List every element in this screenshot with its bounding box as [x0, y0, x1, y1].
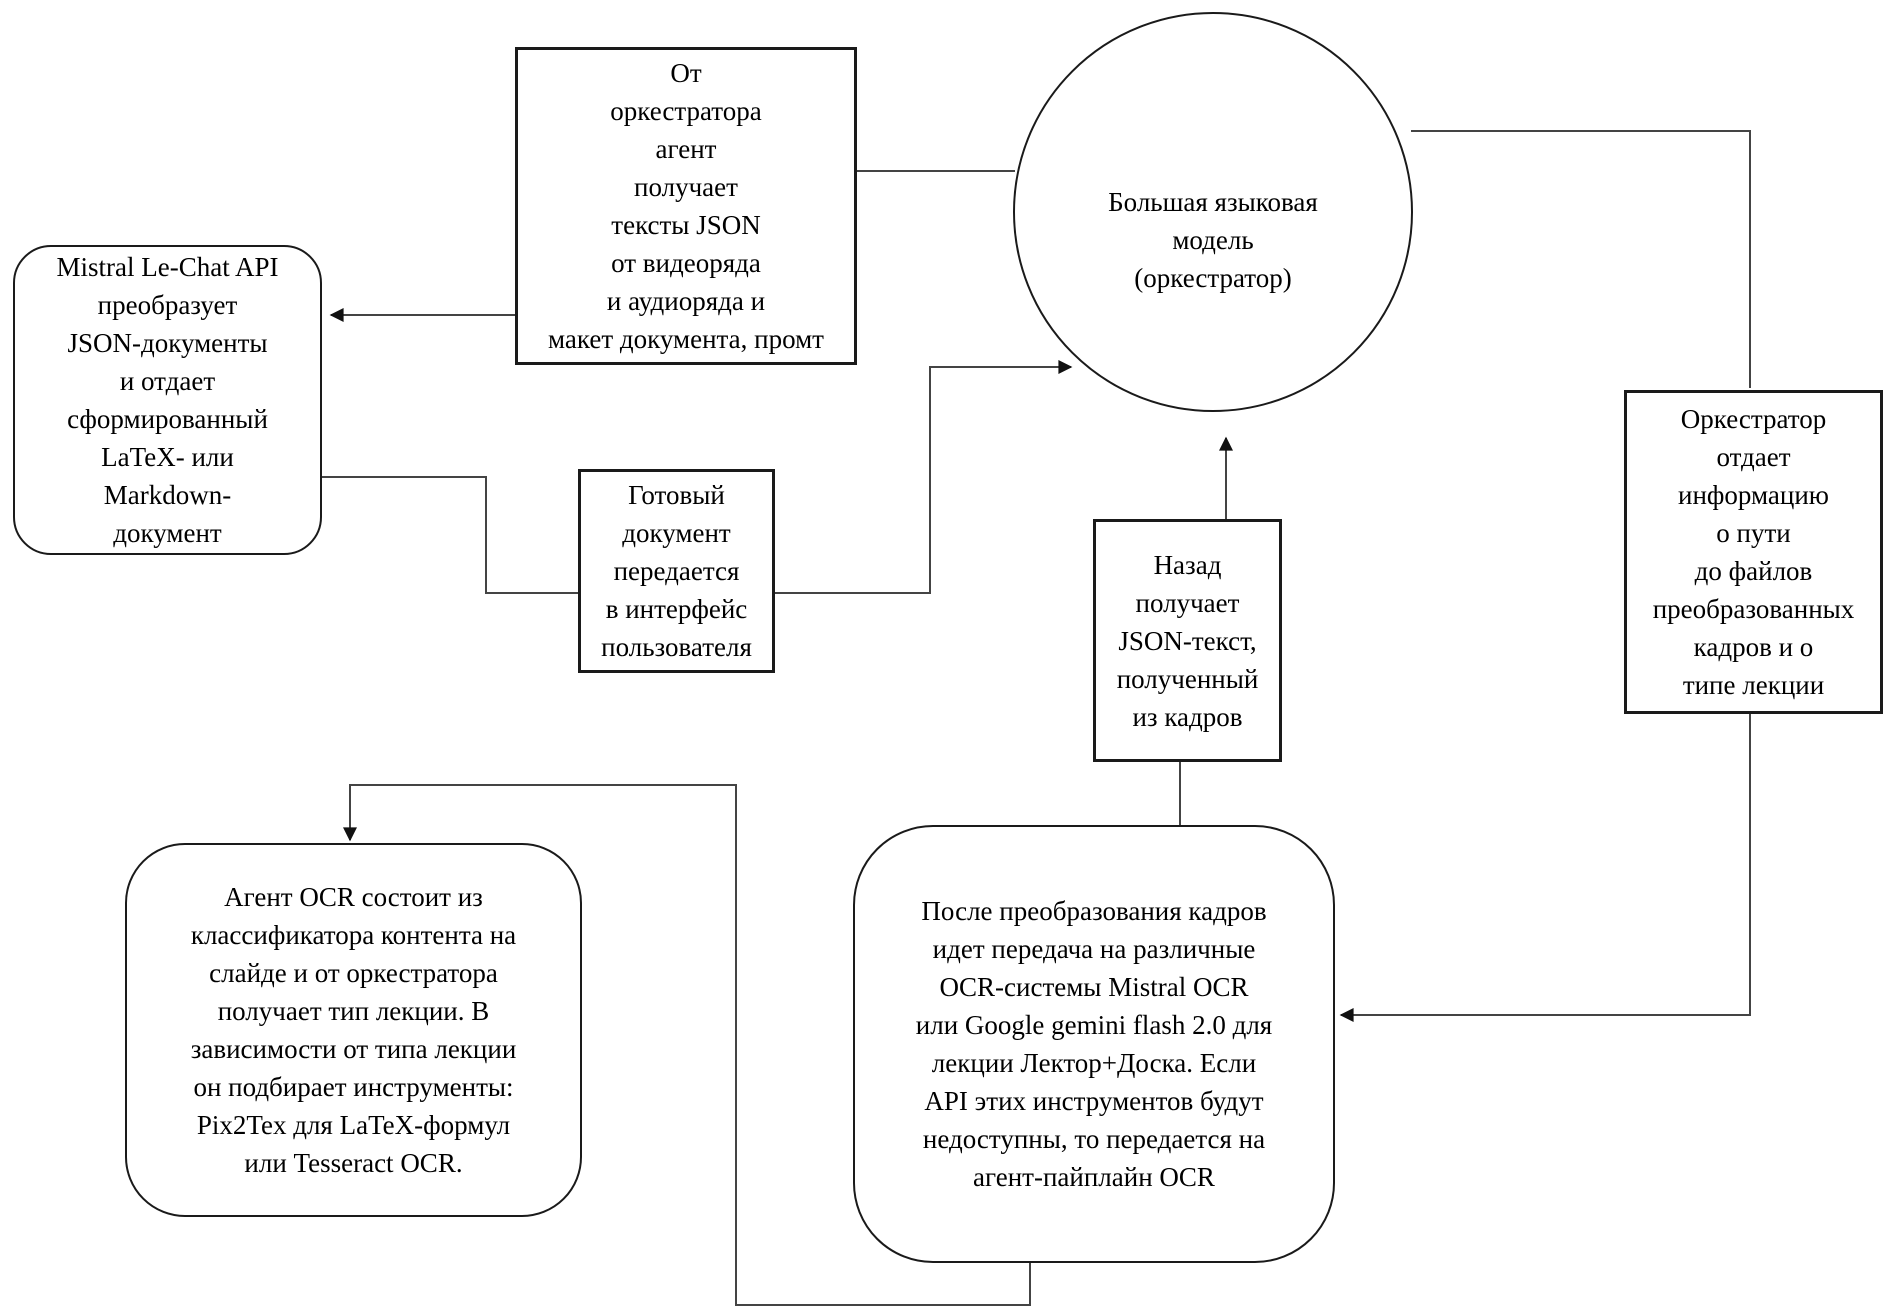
edge-mistral-to-final	[322, 477, 578, 593]
final-document-box-text-line: передается	[613, 556, 740, 586]
mistral-lechat-box-text-line: JSON-документы	[67, 328, 268, 358]
orchestrator-input-box-text-line: От	[670, 58, 702, 88]
ocr-systems-box-text-line: После преобразования кадров	[921, 896, 1267, 926]
orchestrator-output-box-text-line: типе лекции	[1682, 670, 1825, 700]
ocr-agent-box-text-line: получает тип лекции. В	[217, 996, 490, 1026]
orchestrator-input-box-text-line: тексты JSON	[611, 210, 761, 240]
orchestrator-output-box-text-line: кадров и о	[1693, 632, 1814, 662]
ocr-agent-box-text-line: Агент OCR состоит из	[224, 882, 483, 912]
edge-final-to-llm	[775, 367, 1071, 593]
ocr-agent-box	[125, 843, 582, 1217]
ocr-systems-box-text-line: OCR-системы Mistral OCR	[939, 972, 1249, 1002]
final-document-box	[578, 469, 775, 673]
ocr-agent-box-text-line: или Tesseract OCR.	[244, 1148, 463, 1178]
mistral-lechat-box	[13, 245, 322, 555]
orchestrator-output-box-text-line: информацию	[1678, 480, 1829, 510]
mistral-lechat-box-text-line: LaTeX- или	[101, 442, 234, 472]
orchestrator-input-box-text-line: получает	[634, 172, 738, 202]
orchestrator-input-box-text-line: и аудиоряда и	[606, 286, 766, 316]
orchestrator-input-box-text-line: от видеоряда	[611, 248, 761, 278]
back-json-box-text-line: получает	[1135, 587, 1240, 618]
orchestrator-input-box-text-line: оркестратора	[610, 96, 762, 126]
ocr-agent-box-text-line: он подбирает инструменты:	[193, 1072, 514, 1102]
llm-orchestrator-circle	[1013, 12, 1413, 412]
mistral-lechat-box-text-line: Markdown-	[103, 480, 232, 510]
back-json-box-text-line: полученный	[1116, 663, 1259, 694]
llm-orchestrator-circle-text-line: (оркестратор)	[1134, 262, 1292, 293]
ocr-systems-box-text-line: идет передача на различные	[932, 934, 1256, 964]
ocr-agent-box-text-line: слайде и от оркестратора	[209, 958, 498, 988]
back-json-box-text-line: Назад	[1153, 549, 1222, 580]
final-document-box-text-line: Готовый	[628, 480, 725, 510]
ocr-systems-box-text-line: или Google gemini flash 2.0 для	[915, 1010, 1273, 1040]
ocr-systems-box-text-line: лекции Лектор+Доска. Если	[931, 1048, 1257, 1078]
mistral-lechat-box-text-line: и отдает	[119, 366, 216, 396]
ocr-systems-box	[853, 825, 1335, 1263]
mistral-lechat-box-text-line: Mistral Le-Chat API	[56, 252, 279, 282]
ocr-agent-box-text-line: зависимости от типа лекции	[190, 1034, 517, 1064]
edge-output-to-ocr-systems	[1341, 714, 1750, 1015]
mistral-lechat-box-text-line: документ	[113, 518, 222, 548]
final-document-box-text-line: документ	[622, 518, 731, 548]
ocr-systems-box-text-line: недоступны, то передается на	[922, 1124, 1266, 1154]
orchestrator-output-box-text-line: Оркестратор	[1680, 404, 1827, 434]
ocr-agent-box-text-line: классификатора контента на	[190, 920, 517, 950]
back-json-box-text-line: из кадров	[1132, 701, 1243, 732]
orchestrator-output-box	[1624, 390, 1883, 714]
llm-orchestrator-circle-text-line: Большая языковая	[1108, 186, 1318, 217]
edge-llm-to-output	[1411, 131, 1750, 388]
ocr-systems-box-text-line: агент-пайплайн OCR	[973, 1162, 1215, 1192]
ocr-systems-box-text-line: API этих инструментов будут	[924, 1086, 1264, 1116]
back-json-box-text-line: JSON-текст,	[1118, 625, 1257, 656]
llm-orchestrator-circle-text-line: модель	[1172, 224, 1254, 255]
mistral-lechat-box-text-line: преобразует	[97, 290, 238, 320]
final-document-box-text-line: в интерфейс	[605, 594, 748, 624]
orchestrator-output-box-text-line: о пути	[1716, 518, 1791, 548]
orchestrator-input-box	[515, 47, 857, 365]
final-document-box-text-line: пользователя	[601, 632, 752, 662]
ocr-agent-box-text-line: Pix2Tex для LaTeX-формул	[196, 1110, 511, 1140]
orchestrator-output-box-text-line: отдает	[1716, 442, 1791, 472]
orchestrator-output-box-text-line: до файлов	[1694, 556, 1813, 586]
orchestrator-input-box-text-line: макет документа, промт	[548, 324, 824, 354]
orchestrator-input-box-text-line: агент	[655, 134, 717, 164]
back-json-box	[1093, 519, 1282, 762]
orchestrator-output-box-text-line: преобразованных	[1652, 594, 1855, 624]
mistral-lechat-box-text-line: сформированный	[67, 404, 268, 434]
